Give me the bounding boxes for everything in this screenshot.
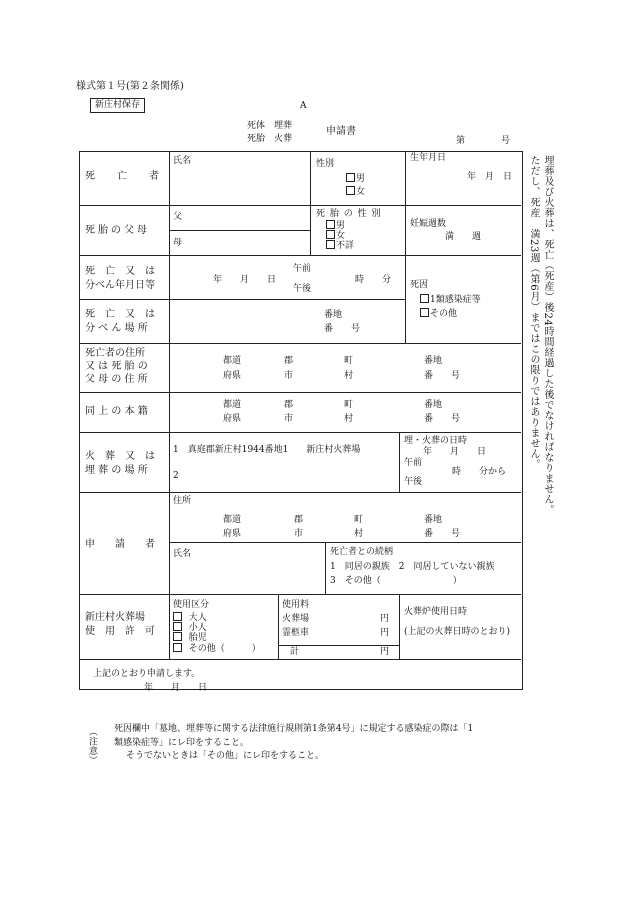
applicant-bango: 番 号 [424,529,461,539]
domicile-todo: 都道 [223,400,242,410]
parents-label: 死胎の父母 [85,225,150,236]
fee-hearse-yen[interactable]: 円 [380,628,390,638]
relation-option-1-2[interactable]: 1 同居の親族 2 同居していない親族 [330,562,495,572]
address-gun: 郡 [284,356,294,366]
death-date-value[interactable]: 年 月 日 [213,275,277,285]
deceased-sex-male[interactable]: 男 [346,173,365,184]
address-banchi: 番地 [424,356,443,366]
applicant-gun: 郡 [294,515,304,525]
applicant-machi: 町 [354,515,364,525]
cause-label: 死因 [410,280,429,290]
cremation-time-value[interactable]: 時 分から [452,467,507,477]
cremation-place-option-1[interactable]: 1 真庭郡新庄村1944番地1 新庄村火葬場 [173,445,361,455]
address-todo: 都道 [223,356,242,366]
cremation-pm: 午後 [404,477,423,487]
checkbox-icon[interactable] [346,173,355,182]
address-fuken: 府県 [223,371,242,381]
checkbox-icon[interactable] [326,230,335,239]
domicile-mura: 村 [344,414,354,424]
checkbox-icon[interactable] [420,308,429,317]
cremation-place-label-2: 埋 葬 の 場 所 [85,465,148,476]
address-label-2: 又 は 死 胎 の [85,361,148,372]
death-place-label-1: 死 亡 又 は [85,309,155,320]
notes-marker: （注意） [87,727,97,765]
furnace-note: (上記の火葬日時のとおり) [404,627,511,637]
deceased-sex-label: 性別 [316,159,335,169]
checkbox-icon[interactable] [173,632,182,641]
cause-option-other[interactable]: その他 [420,308,457,319]
fee-total-label: 計 [290,647,300,657]
fee-crematorium-label: 火葬場 [282,614,310,624]
death-am: 午前 [293,264,312,274]
applicant-todo: 都道 [223,515,242,525]
checkbox-icon[interactable] [326,220,335,229]
applicant-banchi: 番地 [424,515,443,525]
father-label: 父 [173,212,183,222]
checkbox-icon[interactable] [420,294,429,303]
category-other[interactable]: その他（ ） [173,643,261,654]
domicile-fuken: 府県 [223,414,242,424]
category-adult[interactable]: 大人 [173,612,207,623]
relation-option-3[interactable]: 3 その他（ ） [330,576,462,586]
title-line2: 死胎 火葬 [247,134,293,144]
category-label: 使用区分 [173,600,210,610]
death-time-value[interactable]: 時 分 [355,275,392,285]
death-pm: 午後 [293,284,312,294]
category-fetus[interactable]: 胎児 [173,632,207,643]
cremation-place-option-2[interactable]: 2 [173,471,179,481]
address-machi: 町 [344,356,354,366]
death-time-label-2: 分べん年月日等 [85,280,155,291]
address-mura: 村 [344,371,354,381]
mother-label: 母 [173,238,183,248]
fee-total-yen[interactable]: 円 [380,647,390,657]
fetus-sex-female[interactable]: 女 [326,230,345,241]
domicile-bango: 番 号 [424,414,461,424]
domicile-label: 同 上 の 本 籍 [85,406,148,417]
applicant-name-label: 氏名 [173,549,192,559]
address-label-3: 父 母 の 住 所 [85,374,148,385]
fee-hearse-label: 霊柩車 [282,628,310,638]
checkbox-icon[interactable] [346,186,355,195]
form-letter: A [300,101,307,111]
permit-label-1: 新庄村火葬場 [85,612,145,623]
address-bango: 番 号 [424,371,461,381]
cause-option-infectious[interactable]: 1類感染症等 [420,294,481,305]
relation-label: 死亡者との続柄 [330,547,394,557]
death-place-bango[interactable]: 番 号 [324,324,361,334]
document-title: 申請書 [326,126,356,137]
applicant-label: 申 請 者 [85,539,155,550]
permit-label-2: 使 用 許 可 [85,626,155,637]
furnace-label: 火葬炉使用日時 [404,607,468,617]
application-date[interactable]: 年 月 日 [144,683,208,693]
death-place-label-2: 分 べ ん 場 所 [85,323,148,334]
domicile-machi: 町 [344,400,354,410]
deceased-label: 死 亡 者 [85,171,165,182]
checkbox-icon[interactable] [173,643,182,652]
checkbox-icon[interactable] [326,240,335,249]
fetus-sex-unknown[interactable]: 不詳 [326,240,354,251]
domicile-gun: 郡 [284,400,294,410]
domicile-shi: 市 [284,414,294,424]
domicile-banchi: 番地 [424,400,443,410]
cremation-am: 午前 [404,458,423,468]
fee-label: 使用料 [282,600,310,610]
birth-date-label: 生年月日 [410,153,447,163]
gestation-value[interactable]: 満 週 [445,232,482,242]
fee-crematorium-yen[interactable]: 円 [380,614,390,624]
death-time-label-1: 死 亡 又 は [85,266,155,277]
note-line-2: 類感染症等」にレ印をすること。 [114,738,250,748]
form-number: 様式第１号(第２条関係) [76,81,184,92]
cremation-datetime-label: 埋・火葬の日時 [404,436,468,446]
birth-date-value[interactable]: 年 月 日 [467,172,513,182]
side-note: 埋葬及び火葬は、死亡（死産）後24時間経過した後でなければなりません。 ただし、死産 満23週（第6月）まではこの限りではありません。 [528,155,553,516]
checkbox-icon[interactable] [173,622,182,631]
category-child[interactable]: 小人 [173,622,207,633]
gestation-label: 妊娠週数 [410,219,447,229]
title-line1: 死体 埋葬 [247,121,293,131]
cremation-date-value[interactable]: 年 月 日 [423,447,487,457]
application-number: 第 号 [456,136,511,146]
deceased-name-label: 氏名 [173,156,192,166]
death-place-banchi[interactable]: 番地 [324,310,343,320]
address-shi: 市 [284,371,294,381]
address-label-1: 死亡者の住所 [85,348,145,359]
applicant-address-label: 住所 [173,496,192,506]
note-line-1: 死因欄中「墓地、埋葬等に関する法律施行規則第1条第4号」に規定する感染症の際は「1 [114,724,474,734]
cremation-place-label-1: 火 葬 又 は [85,451,155,462]
applicant-fuken: 府県 [223,529,242,539]
applicant-mura: 村 [354,529,364,539]
applicant-shi: 市 [294,529,304,539]
checkbox-icon[interactable] [173,612,182,621]
fetus-sex-male[interactable]: 男 [326,220,345,231]
retention-stamp: 新庄村保存 [90,98,145,113]
fetus-sex-label: 死 胎 の 性 別 [316,209,382,219]
application-statement: 上記のとおり申請します。 [93,669,201,679]
note-line-3: そうでないときは「その他」にレ印をすること。 [126,751,325,761]
deceased-sex-female[interactable]: 女 [346,186,365,197]
